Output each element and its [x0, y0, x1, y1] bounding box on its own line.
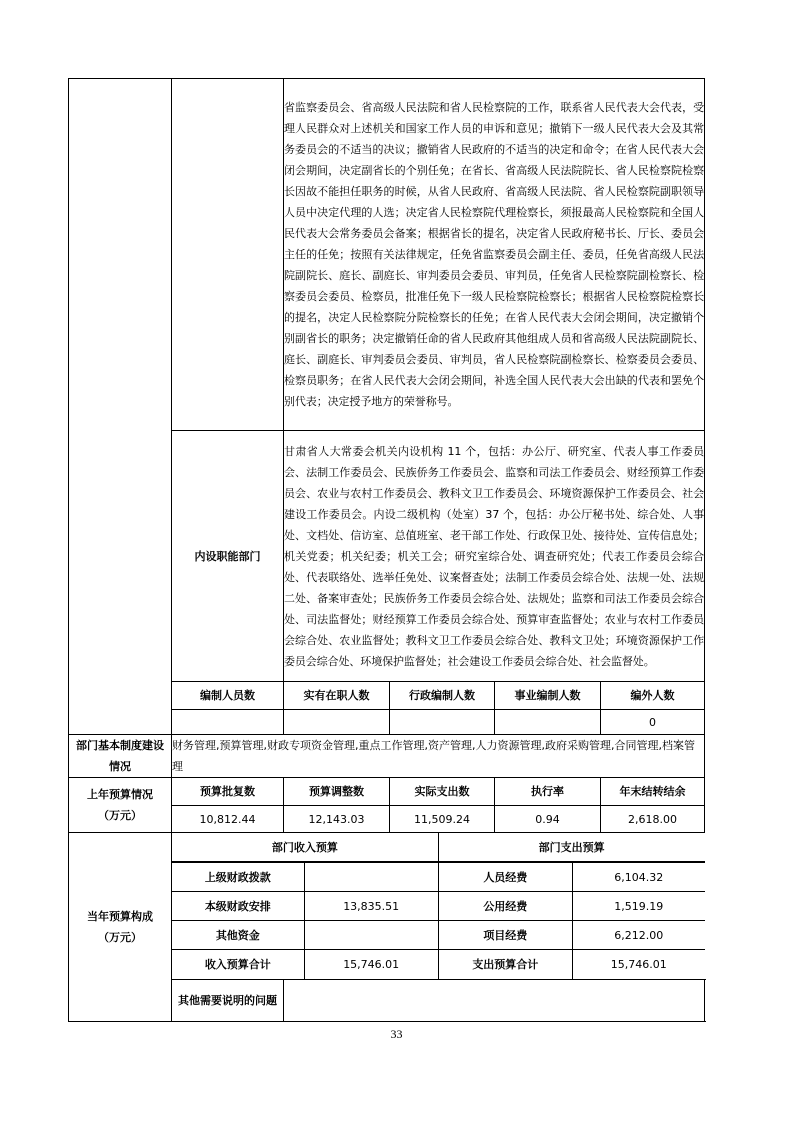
- income-label: 其他资金: [172, 921, 304, 950]
- budget-info-table: [68, 78, 705, 1022]
- staffing-value: 0: [601, 710, 705, 735]
- staffing-header: 实有在职人数: [284, 682, 390, 710]
- staffing-header: 行政编制人数: [390, 682, 495, 710]
- last-year-value: 10,812.44: [172, 806, 284, 833]
- system-label: 部门基本制度建设情况: [69, 735, 172, 778]
- last-year-value: 2,618.00: [601, 806, 705, 833]
- staffing-value: [495, 710, 601, 735]
- continuation-label-cell: [69, 79, 172, 735]
- staffing-header: 事业编制人数: [495, 682, 601, 710]
- expense-header: 部门支出预算: [438, 833, 704, 862]
- last-year-header: 实际支出数: [390, 778, 495, 806]
- staffing-header: 编制人员数: [172, 682, 284, 710]
- internal-dept-label: 内设职能部门: [172, 431, 284, 682]
- income-label: 上级财政拨款: [172, 863, 304, 892]
- income-total-value: 15,746.01: [304, 950, 438, 979]
- last-year-header: 年末结转结余: [601, 778, 705, 806]
- last-year-header: 执行率: [495, 778, 601, 806]
- expense-value: 6,104.32: [572, 863, 704, 892]
- internal-dept-text: 甘肃省人大常委会机关内设机构 11 个，包括：办公厅、研究室、代表人事工作委员会、法制工作委员会、民族侨务工作委员会、监察和司法工作委员会、财经预算工作委员会、农业与农村工作委员会、教科文卫工作委员会、环境资源保护工作委员会、社会建设工作委员会。内设二级机构（处室）37 个，包括：办公厅秘书处、综合处、人事处、文档处、信访室、总值班室、老干部工作处、行政保卫处、接待处、宣传信息处；机关党委；机关纪委；机关工会；研究室综合处、调查研究处；代表工作委员会综合处、代表联络处、选举任免处、议案督查处；法制工作委员会综合处、法规一处、法规二处、备案审查处；民族侨务工作委员会综合处、法规处；监察和司法工作委员会综合处、司法监督处；财经预算工作委员会综合处、预算审查监督处；农业与农村工作委员会综合处、农业监督处；教科文卫工作委员会综合处、教科文卫处；环境资源保护工作委员会综合处、环境保护监督处；社会建设工作委员会综合处、社会监督处。: [284, 431, 705, 682]
- current-label: 当年预算构成（万元）: [69, 833, 172, 1022]
- income-value: [304, 921, 438, 950]
- last-year-header: 预算批复数: [172, 778, 284, 806]
- other-text: [284, 979, 705, 1021]
- expense-value: 1,519.19: [572, 892, 704, 921]
- expense-label: 公用经费: [438, 892, 572, 921]
- last-year-label: 上年预算情况（万元）: [69, 778, 172, 833]
- last-year-header-row: [69, 778, 705, 806]
- expense-value: 6,212.00: [572, 921, 704, 950]
- last-year-header: 预算调整数: [284, 778, 390, 806]
- staffing-value: [172, 710, 284, 735]
- duties-row: [69, 79, 705, 431]
- last-year-value: 0.94: [495, 806, 601, 833]
- duties-label-cell: [172, 79, 284, 431]
- income-total-label: 收入预算合计: [172, 950, 304, 979]
- income-value: [304, 863, 438, 892]
- last-year-value: 11,509.24: [390, 806, 495, 833]
- expense-label: 项目经费: [438, 921, 572, 950]
- expense-total-value: 15,746.01: [572, 950, 704, 979]
- duties-text: 省监察委员会、省高级人民法院和省人民检察院的工作，联系省人民代表大会代表，受理人民群众对上述机关和国家工作人员的申诉和意见；撤销下一级人民代表大会及其常务委员会的不适当的决议；撤销省人民政府的不适当的决定和命令；在省人民代表大会闭会期间，决定副省长的个别任免；在省长、省高级人民法院院长、省人民检察院检察长因故不能担任职务的时候，从省人民政府、省高级人民法院、省人民检察院副职领导人员中决定代理的人选；决定省人民检察院代理检察长，须报最高人民检察院和全国人民代表大会常务委员会备案；根据省长的提名，决定省人民政府秘书长、厅长、委员会主任的任免；按照有关法律规定，任免省监察委员会副主任、委员，任免省高级人民法院副院长、庭长、副庭长、审判委员会委员、审判员，任免省人民检察院副检察长、检察委员会委员、检察员，批准任免下一级人民检察院检察长；根据省人民检察院检察长的提名，决定人民检察院分院检察长的任免；在省人民代表大会闭会期间，决定撤销个别副省长的职务；决定撤销任命的省人民政府其他组成人员和省高级人民法院副院长、庭长、副庭长、审判委员会委员、审判员，省人民检察院副检察长、检察委员会委员、检察员职务；在省人民代表大会闭会期间，补选全国人民代表大会出缺的代表和罢免个别代表；决定授予地方的荣誉称号。: [284, 79, 705, 431]
- income-value: 13,835.51: [304, 892, 438, 921]
- other-label: 其他需要说明的问题: [172, 979, 284, 1021]
- staffing-value: [284, 710, 390, 735]
- staffing-value: [390, 710, 495, 735]
- staffing-header: 编外人数: [601, 682, 705, 710]
- income-header: 部门收入预算: [172, 833, 438, 862]
- expense-total-label: 支出预算合计: [438, 950, 572, 979]
- expense-label: 人员经费: [438, 863, 572, 892]
- system-row: [69, 735, 705, 778]
- last-year-value: 12,143.03: [284, 806, 390, 833]
- income-label: 本级财政安排: [172, 892, 304, 921]
- system-text: 财务管理,预算管理,财政专项资金管理,重点工作管理,资产管理,人力资源管理,政府采购管理,合同管理,档案管理: [172, 735, 705, 778]
- page-number: 33: [390, 1027, 403, 1041]
